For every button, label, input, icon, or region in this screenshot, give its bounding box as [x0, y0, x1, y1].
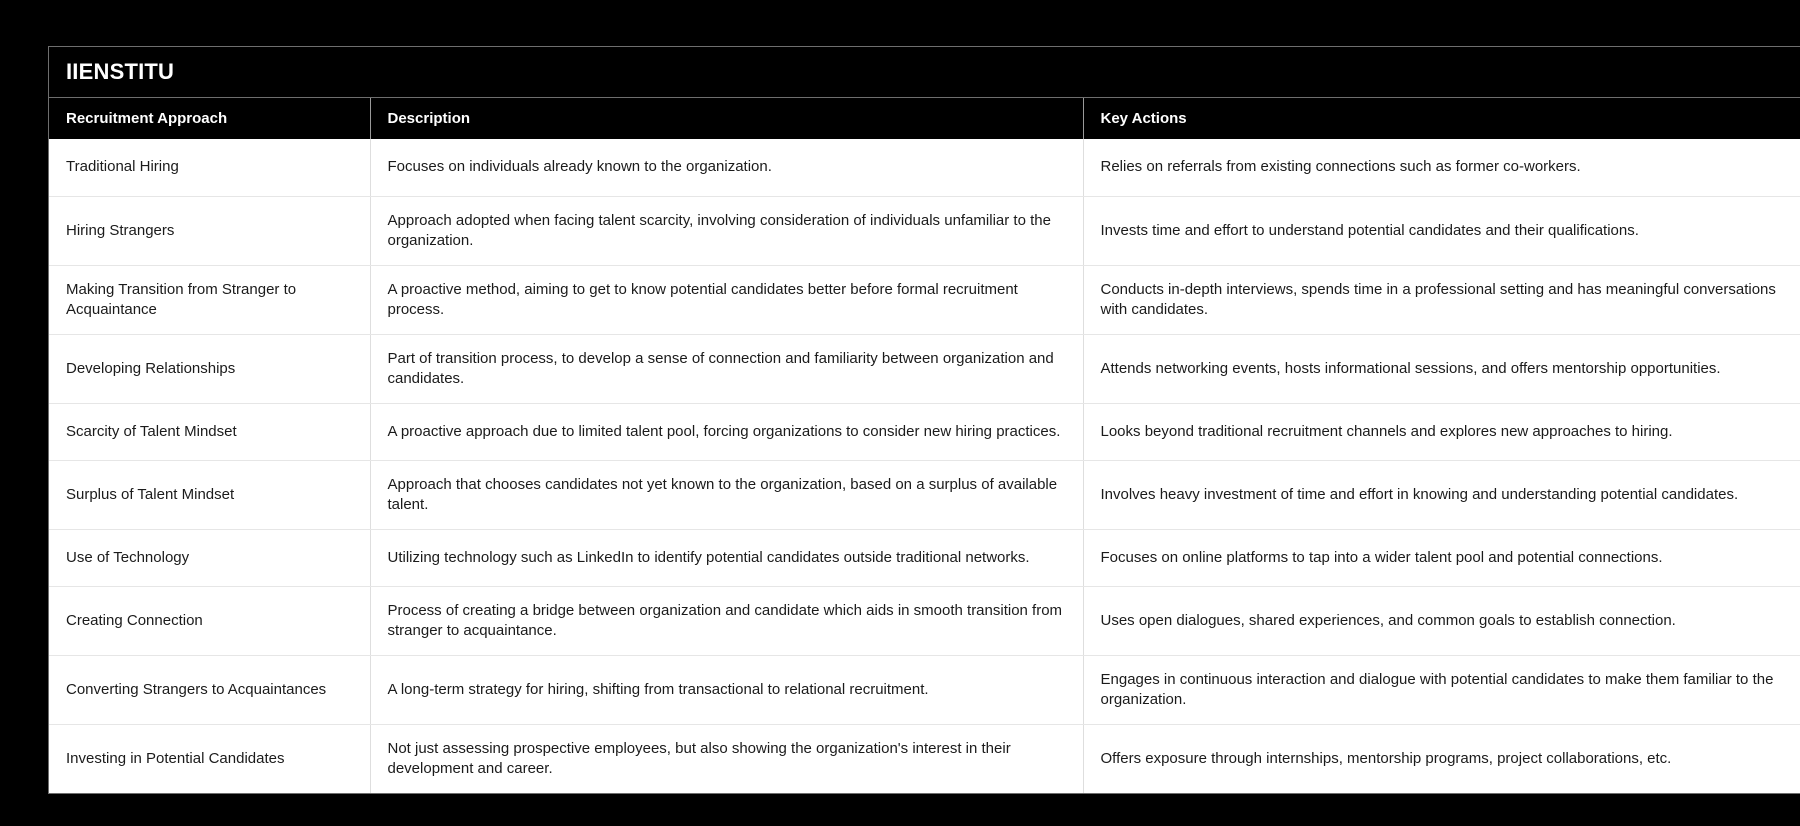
cell-key-actions: Invests time and effort to understand potential candidates and their qualifications. — [1083, 196, 1800, 265]
cell-key-actions: Conducts in-depth interviews, spends time in a professional setting and has meaningful conversations with candidates. — [1083, 265, 1800, 334]
table-body — [49, 139, 1800, 793]
cell-description: Utilizing technology such as LinkedIn to identify potential candidates outside traditional networks. — [370, 529, 1083, 586]
table-row — [49, 724, 1800, 793]
recruitment-approach-table — [49, 98, 1800, 793]
cell-key-actions: Involves heavy investment of time and effort in knowing and understanding potential candidates. — [1083, 460, 1800, 529]
cell-approach: Traditional Hiring — [49, 139, 370, 196]
cell-approach: Creating Connection — [49, 586, 370, 655]
cell-key-actions: Offers exposure through internships, mentorship programs, project collaborations, etc. — [1083, 724, 1800, 793]
table-row — [49, 529, 1800, 586]
table-row — [49, 655, 1800, 724]
cell-key-actions: Uses open dialogues, shared experiences, and common goals to establish connection. — [1083, 586, 1800, 655]
cell-key-actions: Engages in continuous interaction and dialogue with potential candidates to make them familiar to the organization. — [1083, 655, 1800, 724]
column-header-description: Description — [370, 98, 1083, 139]
table-header-row — [49, 98, 1800, 139]
table-row — [49, 196, 1800, 265]
table-row — [49, 460, 1800, 529]
table-row — [49, 403, 1800, 460]
cell-description: Focuses on individuals already known to the organization. — [370, 139, 1083, 196]
cell-description: Approach that chooses candidates not yet known to the organization, based on a surplus of available talent. — [370, 460, 1083, 529]
cell-approach: Developing Relationships — [49, 334, 370, 403]
cell-approach: Scarcity of Talent Mindset — [49, 403, 370, 460]
cell-description: Not just assessing prospective employees, but also showing the organization's interest in their development and career. — [370, 724, 1083, 793]
brand-title: IIENSTITU — [66, 59, 175, 84]
cell-approach: Converting Strangers to Acquaintances — [49, 655, 370, 724]
table-row — [49, 334, 1800, 403]
table-row — [49, 265, 1800, 334]
table-row — [49, 139, 1800, 196]
cell-description: Part of transition process, to develop a sense of connection and familiarity between organization and candidates. — [370, 334, 1083, 403]
cell-description: A proactive approach due to limited talent pool, forcing organizations to consider new hiring practices. — [370, 403, 1083, 460]
cell-key-actions: Relies on referrals from existing connections such as former co-workers. — [1083, 139, 1800, 196]
cell-description: A proactive method, aiming to get to know potential candidates better before formal recruitment process. — [370, 265, 1083, 334]
table-header — [49, 98, 1800, 139]
cell-description: Process of creating a bridge between organization and candidate which aids in smooth transition from stranger to acquaintance. — [370, 586, 1083, 655]
cell-approach: Hiring Strangers — [49, 196, 370, 265]
cell-approach: Investing in Potential Candidates — [49, 724, 370, 793]
table-row — [49, 586, 1800, 655]
column-header-recruitment-approach: Recruitment Approach — [49, 98, 370, 139]
cell-description: Approach adopted when facing talent scarcity, involving consideration of individuals unfamiliar to the organization. — [370, 196, 1083, 265]
cell-key-actions: Attends networking events, hosts informational sessions, and offers mentorship opportunities. — [1083, 334, 1800, 403]
recruitment-table-card — [48, 46, 1800, 794]
cell-description: A long-term strategy for hiring, shifting from transactional to relational recruitment. — [370, 655, 1083, 724]
title-bar — [49, 47, 1800, 98]
cell-approach: Surplus of Talent Mindset — [49, 460, 370, 529]
cell-approach: Making Transition from Stranger to Acquaintance — [49, 265, 370, 334]
cell-key-actions: Focuses on online platforms to tap into a wider talent pool and potential connections. — [1083, 529, 1800, 586]
cell-key-actions: Looks beyond traditional recruitment channels and explores new approaches to hiring. — [1083, 403, 1800, 460]
cell-approach: Use of Technology — [49, 529, 370, 586]
column-header-key-actions: Key Actions — [1083, 98, 1800, 139]
